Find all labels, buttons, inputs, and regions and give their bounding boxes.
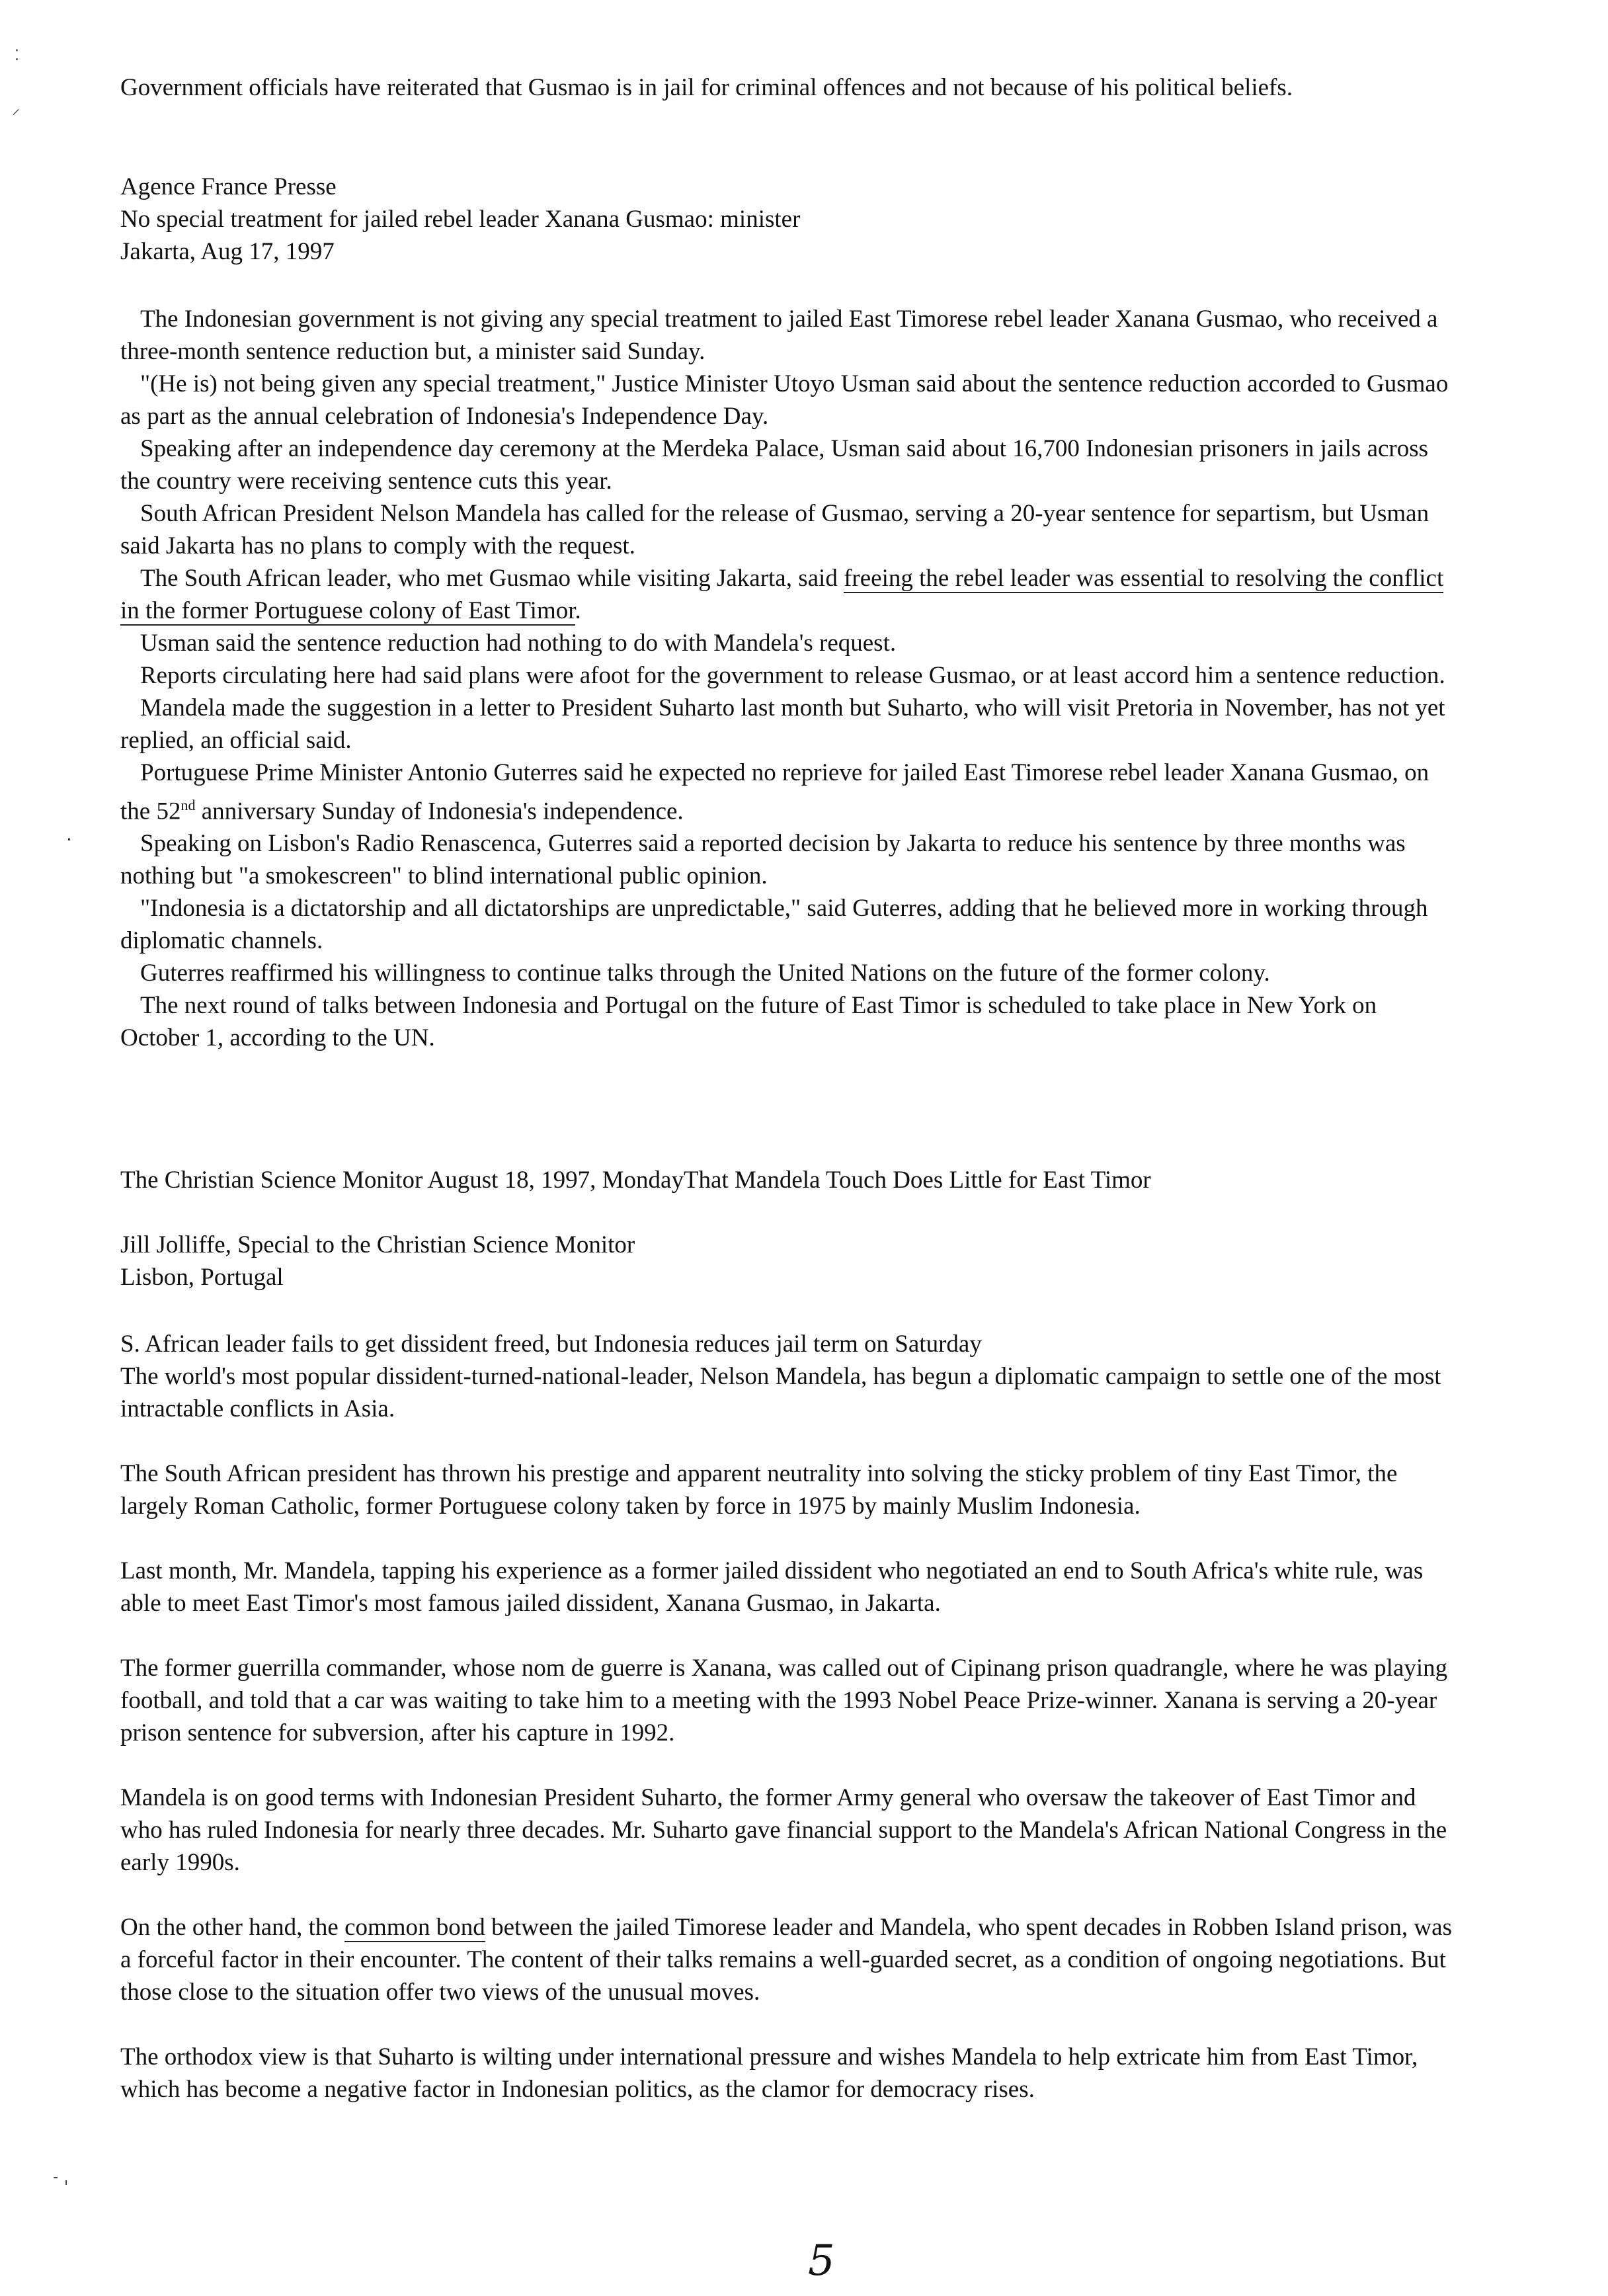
afp-paragraph: Mandela made the suggestion in a letter to President Suharto last month but Suharto, who will visit Pretoria in November, has not yet replied, an official said. bbox=[120, 694, 1445, 754]
csm-paragraph: Last month, Mr. Mandela, tapping his experience as a former jailed dissident who negotiated an end to South Africa's white rule, was able to meet East Timor's most famous jailed dissident, Xanana Gusmao, in Jakarta. bbox=[120, 1557, 1424, 1617]
text-run: anniversary Sunday of Indonesia's independence. bbox=[195, 798, 684, 825]
afp-dateline: Jakarta, Aug 17, 1997 bbox=[120, 238, 335, 265]
afp-headline: No special treatment for jailed rebel leader Xanana Gusmao: minister bbox=[120, 206, 801, 233]
csm-paragraph: Mandela is on good terms with Indonesian President Suharto, the former Army general who oversaw the takeover of East Timor and who has ruled Indonesia for nearly three decades. Mr. Suharto gave financial support to the Mandela's African National Congress in the early 1990s. bbox=[120, 1784, 1447, 1876]
csm-subhead: S. African leader fails to get dissident freed, but Indonesia reduces jail term on Saturday bbox=[120, 1331, 982, 1358]
afp-paragraph: Speaking after an independence day ceremony at the Merdeka Palace, Usman said about 16,700 Indonesian prisoners in jails across the country were receiving sentence cuts this year. bbox=[120, 435, 1429, 495]
csm-header: The Christian Science Monitor August 18, 1997, MondayThat Mandela Touch Does Little for East Timor bbox=[120, 1167, 1151, 1194]
afp-paragraph: "Indonesia is a dictatorship and all dictatorships are unpredictable," said Guterres, adding that he believed more in working through diplomatic channels. bbox=[120, 895, 1428, 955]
margin-mark: · bbox=[66, 829, 72, 850]
afp-paragraph: Usman said the sentence reduction had nothing to do with Mandela's request. bbox=[140, 630, 897, 657]
text-run: On the other hand, the bbox=[120, 1914, 345, 1941]
margin-mark: ˗ ˌ bbox=[53, 2167, 69, 2187]
margin-mark: ⁚ bbox=[15, 48, 19, 64]
afp-paragraph: The Indonesian government is not giving any special treatment to jailed East Timorese rebel leader Xanana Gusmao, who received a three-month sentence reduction but, a minister said Sunday. bbox=[120, 306, 1438, 365]
afp-paragraph: Guterres reaffirmed his willingness to continue talks through the United Nations on the future of the former colony. bbox=[140, 960, 1270, 987]
csm-paragraph: The South African president has thrown his prestige and apparent neutrality into solving the sticky problem of tiny East Timor, the largely Roman Catholic, former Portuguese colony taken by force in 1975 by mainly Muslim Indonesia. bbox=[120, 1460, 1398, 1520]
handwritten-underline: common bond bbox=[344, 1914, 485, 1941]
afp-paragraph-guterres bbox=[120, 757, 1456, 827]
csm-lead: The world's most popular dissident-turned-national-leader, Nelson Mandela, has begun a diplomatic campaign to settle one of the most intractable conflicts in Asia. bbox=[120, 1363, 1441, 1422]
csm-paragraph-bond bbox=[120, 1911, 1456, 2008]
text-run: Portuguese Prime Minister Antonio Guterres said he expected no reprieve for jailed East Timorese rebel leader Xanana Gusmao, on the 52 bbox=[120, 759, 1429, 825]
afp-article-body bbox=[120, 303, 1456, 1054]
csm-byline: Jill Jolliffe, Special to the Christian Science Monitor bbox=[120, 1231, 635, 1258]
margin-mark: ⸝ bbox=[12, 99, 20, 118]
afp-paragraph: Speaking on Lisbon's Radio Renascenca, Guterres said a reported decision by Jakarta to reduce his sentence by three months was nothing but "a smokescreen" to blind international public opinion. bbox=[120, 830, 1406, 890]
afp-source: Agence France Presse bbox=[120, 173, 337, 200]
afp-header bbox=[120, 171, 1456, 268]
afp-paragraph-mandela bbox=[120, 562, 1456, 627]
afp-paragraph: The next round of talks between Indonesia and Portugal on the future of East Timor is scheduled to take place in New York on October 1, according to the UN. bbox=[120, 992, 1377, 1052]
text-run: between the jailed Timorese leader and Mandela, who spent decades in Robben Island prison, was a forceful factor in their encounter. The content of their talks remains a well-guarded secret, as a condition of ongoing negotiations. But those close to the situation offer two views of the unusual moves. bbox=[120, 1914, 1452, 2006]
handwritten-underline: freeing the rebel leader was essential to resolving the conflict in the former Portuguese colony of East Timor bbox=[120, 565, 1444, 624]
intro-sentence: Government officials have reiterated that Gusmao is in jail for criminal offences and not because of his political beliefs. bbox=[120, 74, 1293, 101]
afp-paragraph: South African President Nelson Mandela has called for the release of Gusmao, serving a 20-year sentence for separtism, but Usman said Jakarta has no plans to comply with the request. bbox=[120, 500, 1429, 559]
afp-paragraph: "(He is) not being given any special treatment," Justice Minister Utoyo Usman said about the sentence reduction accorded to Gusmao as part as the annual celebration of Indonesia's Independence Day. bbox=[120, 370, 1449, 430]
ordinal-suffix: nd bbox=[181, 797, 196, 813]
csm-place: Lisbon, Portugal bbox=[120, 1264, 284, 1291]
handwritten-page-number: 5 bbox=[808, 2236, 835, 2285]
text-run: . bbox=[575, 597, 581, 624]
csm-article-body bbox=[120, 1328, 1456, 2106]
csm-paragraph-last: The orthodox view is that Suharto is wilting under international pressure and wishes Mandela to help extricate him from East Timor, which has become a negative factor in Indonesian politics, as the clamor for democracy rises. bbox=[120, 2043, 1418, 2103]
text-run: The South African leader, who met Gusmao while visiting Jakarta, said bbox=[140, 565, 844, 592]
csm-byline-block bbox=[120, 1229, 1456, 1293]
csm-paragraph: The former guerrilla commander, whose nom de guerre is Xanana, was called out of Cipinang prison quadrangle, where he was playing football, and told that a car was waiting to take him to a meeting with the 1993 Nobel Peace Prize-winner. Xanana is serving a 20-year prison sentence for subversion, after his capture in 1992. bbox=[120, 1655, 1448, 1746]
afp-paragraph: Reports circulating here had said plans were afoot for the government to release Gusmao, or at least accord him a sentence reduction. bbox=[140, 662, 1445, 689]
